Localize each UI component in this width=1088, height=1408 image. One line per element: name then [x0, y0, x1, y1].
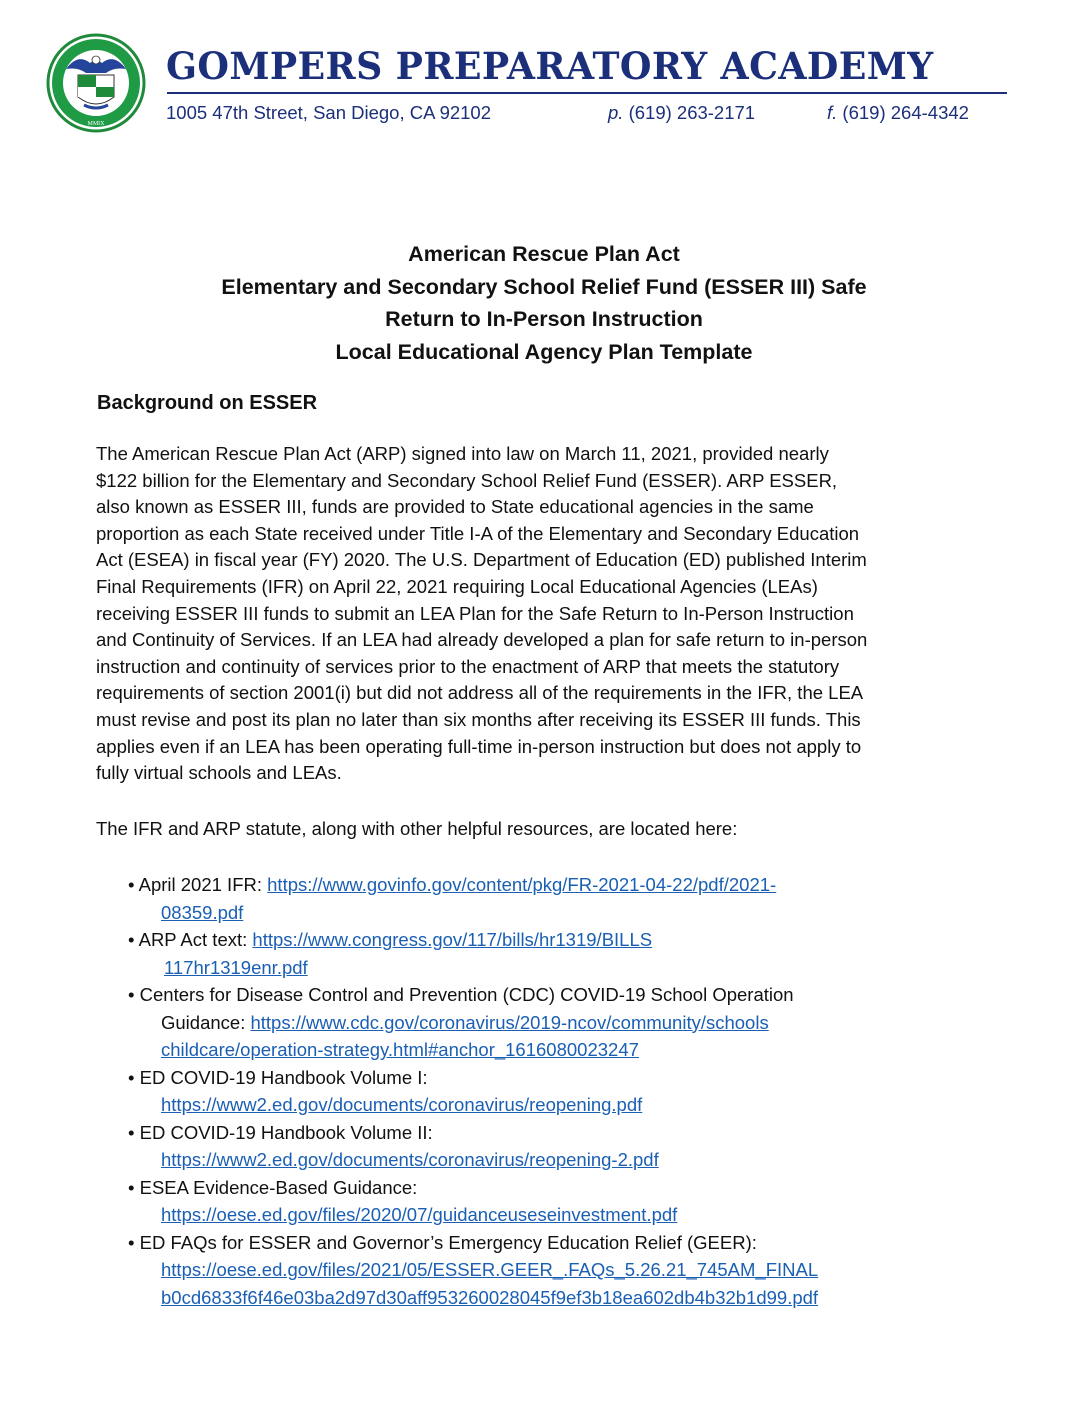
resource-link[interactable]: https://oese.ed.gov/files/2021/05/ESSER.GEER_.FAQs_5.26.21_745AM_FINAL — [161, 1259, 819, 1280]
title-line: Elementary and Secondary School Relief Fund (ESSER III) Safe — [221, 274, 867, 299]
bullet: • — [128, 1121, 135, 1143]
paragraph-line: $122 billion for the Elementary and Secondary School Relief Fund (ESSER). ARP ESSER, — [96, 469, 838, 491]
resource-item-cdc — [128, 981, 818, 1064]
fax-label: f. — [827, 102, 838, 123]
paragraph-line: Act (ESEA) in fiscal year (FY) 2020. The U.S. Department of Education (ED) published Interim — [96, 549, 867, 571]
paragraph-line: The American Rescue Plan Act (ARP) signed into law on March 11, 2021, provided nearly — [96, 443, 829, 464]
paragraph-line: Final Requirements (IFR) on April 22, 2021 requiring Local Educational Agencies (LEAs) — [96, 575, 818, 597]
resource-item-ifr — [128, 871, 818, 926]
resource-label: ED FAQs for ESSER and Governor’s Emergency Education Relief (GEER): — [139, 1231, 757, 1253]
resource-link[interactable]: https://www.govinfo.gov/content/pkg/FR-2021-04-22/pdf/2021- — [267, 874, 777, 895]
paragraph-line: and Continuity of Services. If an LEA had already developed a plan for safe return to in-person — [96, 629, 868, 651]
fax: (619) 264-4342 — [842, 102, 969, 123]
background-paragraph — [96, 441, 1006, 787]
resource-link-cont[interactable]: 08359.pdf — [161, 901, 244, 923]
fax-group — [827, 102, 969, 124]
bullet: • — [128, 1176, 135, 1198]
paragraph-line: instruction and continuity of services prior to the enactment of ARP that meets the statutory — [96, 655, 840, 677]
resource-link[interactable]: https://www2.ed.gov/documents/coronavirus/reopening.pdf — [161, 1094, 643, 1115]
resources-intro: The IFR and ARP statute, along with other helpful resources, are located here: — [96, 818, 738, 839]
resource-item-handbook-2 — [128, 1119, 818, 1174]
paragraph-line: must revise and post its plan no later than six months after receiving its ESSER III funds. This — [96, 708, 861, 730]
resource-label: April 2021 IFR: — [138, 874, 268, 895]
resource-label: ARP Act text: — [138, 929, 253, 950]
resource-item-handbook-1 — [128, 1064, 818, 1119]
resource-link[interactable]: https://www.congress.gov/117/bills/hr1319/BILLS — [252, 929, 653, 950]
resource-label: ED COVID-19 Handbook Volume I: — [139, 1066, 428, 1088]
resource-label: Centers for Disease Control and Prevention (CDC) COVID-19 School Operation — [139, 984, 794, 1005]
resource-link[interactable]: https://oese.ed.gov/files/2020/07/guidanceuseseinvestment.pdf — [161, 1204, 678, 1225]
bullet: • — [128, 929, 135, 950]
phone: (619) 263-2171 — [628, 102, 756, 123]
resource-link-cont[interactable]: b0cd6833f6f46e03ba2d97d30aff953260028045f9ef3b18ea602db4b32b1d99.pdf — [161, 1286, 819, 1308]
bullet: • — [128, 984, 135, 1005]
title-line: American Rescue Plan Act — [408, 242, 680, 266]
title-line: Local Educational Agency Plan Template — [335, 339, 753, 364]
svg-text:MMIX: MMIX — [87, 121, 105, 127]
bullet: • — [128, 1231, 135, 1253]
school-logo-icon — [44, 33, 148, 133]
title-line: Return to In-Person Instruction — [385, 307, 703, 331]
resource-link[interactable]: https://www2.ed.gov/documents/coronavirus/reopening-2.pdf — [161, 1149, 659, 1170]
school-name: GOMPERS PREPARATORY ACADEMY — [166, 44, 934, 88]
resource-link[interactable]: https://www.cdc.gov/coronavirus/2019-ncov/community/schools — [250, 1011, 769, 1033]
phone-group — [608, 102, 755, 124]
phone-label: p. — [608, 102, 624, 123]
resource-label-cont: Guidance: — [161, 1011, 251, 1033]
letterhead-divider — [167, 92, 1007, 94]
bullet: • — [128, 1066, 135, 1088]
paragraph-line: proportion as each State received under Title I-A of the Elementary and Secondary Education — [96, 522, 860, 544]
document-title — [0, 238, 1088, 368]
resource-label: ED COVID-19 Handbook Volume II: — [139, 1121, 433, 1143]
paragraph-line: requirements of section 2001(i) but did not address all of the requirements in the IFR, the LEA — [96, 682, 864, 704]
paragraph-line: receiving ESSER III funds to submit an LEA Plan for the Safe Return to In-Person Instruction — [96, 602, 854, 624]
paragraph-line: also known as ESSER III, funds are provided to State educational agencies in the same — [96, 496, 814, 518]
section-heading: Background on ESSER — [97, 392, 318, 414]
bullet: • — [128, 874, 135, 895]
resource-item-arp-act — [128, 926, 818, 981]
resources-list — [128, 871, 818, 1311]
resource-link-cont[interactable]: 117hr1319enr.pdf — [164, 956, 308, 978]
resource-link-cont[interactable]: childcare/operation-strategy.html#anchor_1616080023247 — [161, 1039, 639, 1060]
paragraph-line: fully virtual schools and LEAs. — [96, 762, 342, 784]
resource-item-esea-guidance — [128, 1174, 818, 1229]
paragraph-line: applies even if an LEA has been operating full-time in-person instruction but does not apply to — [96, 735, 862, 757]
resource-item-faqs — [128, 1229, 818, 1312]
address: 1005 47th Street, San Diego, CA 92102 — [166, 102, 492, 123]
resource-label: ESEA Evidence-Based Guidance: — [139, 1176, 418, 1198]
